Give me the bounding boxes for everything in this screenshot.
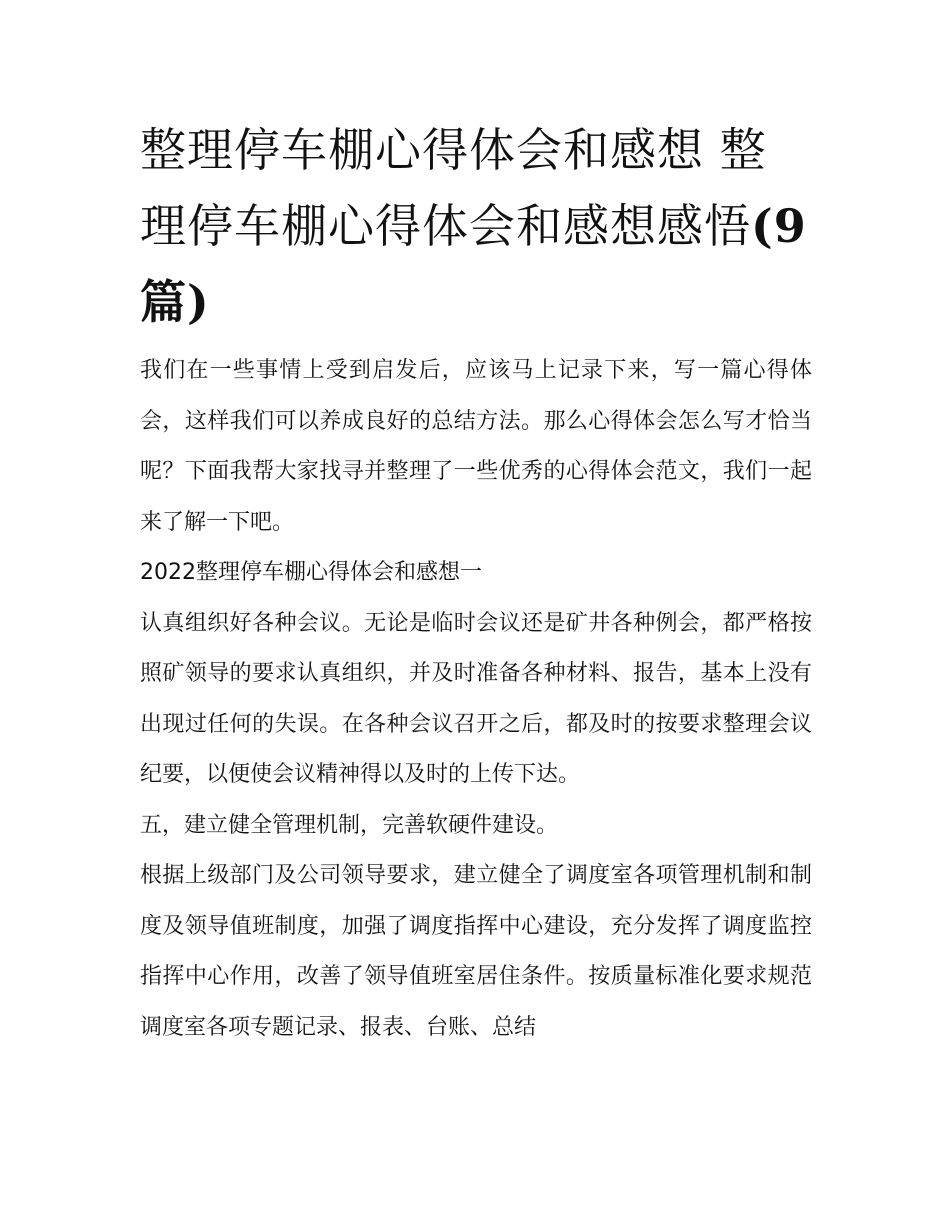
document-body — [140, 112, 812, 1053]
document-title — [140, 112, 812, 340]
body-paragraph-2: 五，建立健全管理机制，完善软硬件建设。 — [140, 812, 559, 838]
section-heading: 2022整理停车棚心得体会和感想一 — [140, 560, 482, 585]
intro-paragraph: 我们在一些事情上受到启发后，应该马上记录下来，写一篇心得体会，这样我们可以养成良好的总结方法。那么心得体会怎么写才恰当呢？下面我帮大家找寻并整理了一些优秀的心得体会范文，我们一起来了解一下吧。 — [140, 358, 812, 535]
body-paragraph-1: 认真组织好各种会议。无论是临时会议还是矿井各种例会，都严格按照矿领导的要求认真组织，并及时准备各种材料、报告，基本上没有出现过任何的失误。在各种会议召开之后，都及时的按要求整理会议纪要，以便使会议精神得以及时的上传下达。 — [140, 610, 812, 787]
body-paragraph-3: 根据上级部门及公司领导要求，建立健全了调度室各项管理机制和制度及领导值班制度，加强了调度指挥中心建设，充分发挥了调度监控指挥中心作用，改善了领导值班室居住条件。按质量标准化要求规范调度室各项专题记录、报表、台账、总结 — [140, 863, 812, 1040]
document-title-main: 整理停车棚心得体会和感想 整理停车棚心得体会和感想感悟 — [140, 123, 767, 253]
document-title-count: (9篇) — [140, 199, 807, 329]
